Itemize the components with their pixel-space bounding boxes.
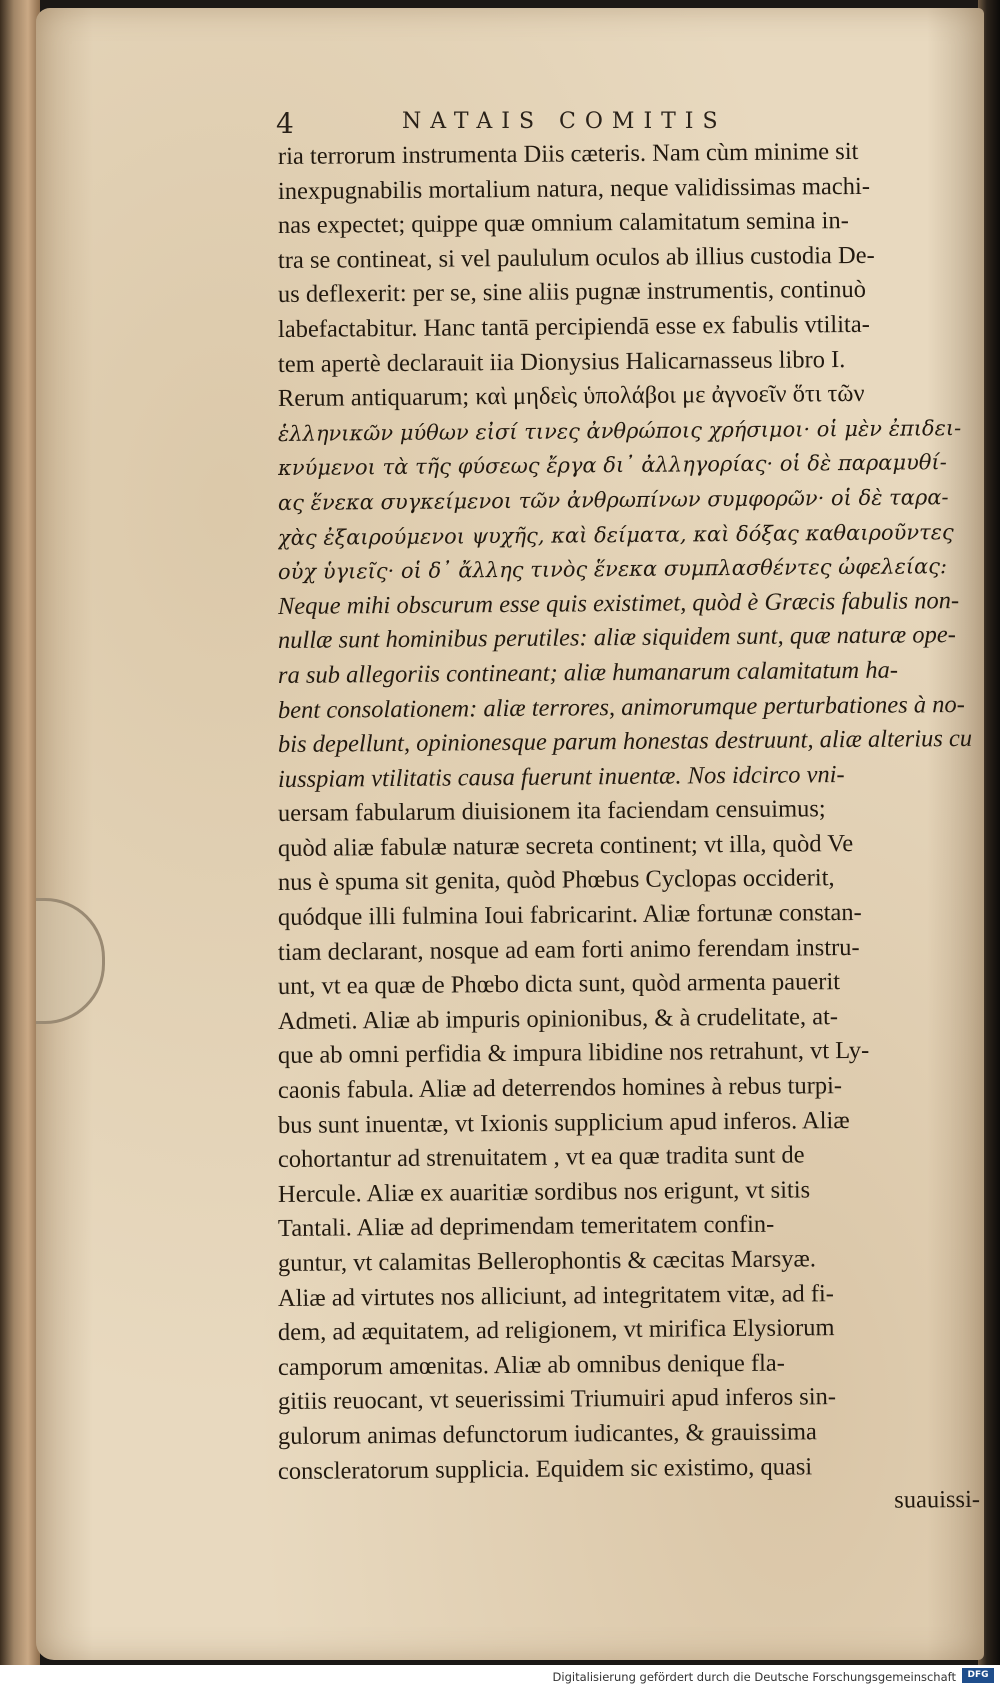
text-line: quódque illi fulmina Ioui fabricarint. Aliæ fortunæ constan-	[277, 898, 862, 932]
text-line: que ab omni perfidia & impura libidine nos retrahunt, vt Ly-	[277, 1037, 870, 1070]
text-line: gulorum animas defunctorum iudicantes, & grauissima	[277, 1418, 817, 1450]
text-line: tiam declarant, nosque ad eam forti animo ferendam instru-	[277, 933, 860, 966]
text-line: tem apertè declarauit iia Dionysius Halicarnasseus libro I.	[277, 345, 846, 378]
page-header	[0, 101, 1000, 140]
italic-text-line: iusspiam vtilitatis causa fuerunt inuentæ. Nos idcirco vni-	[277, 760, 845, 793]
greek-text-line: οὐχ ὑγιεῖς· οἱ δ᾽ ἄλλης τινὸς ἕνεκα συμπλασθέντες ὠφελείας:	[277, 554, 948, 585]
text-line: inexpugnabilis mortalium natura, neque validissimas machi-	[277, 172, 871, 205]
italic-text-line: nullæ sunt hominibus perutiles: aliæ siquidem sunt, quæ naturæ ope-	[277, 621, 956, 655]
page-number: 4	[276, 107, 294, 140]
text-line: Rerum antiquarum; καὶ μηδεὶς ὑπολάβοι με ἀγνοεῖν ὅτι τῶν	[277, 380, 865, 413]
italic-text-line: ra sub allegoriis contineant; aliæ humanarum calamitatum ha-	[277, 656, 899, 689]
italic-text-line: Neque mihi obscurum esse quis existimet, quòd è Græcis fabulis non-	[277, 586, 960, 620]
text-line: Hercule. Aliæ ex auaritiæ sordibus nos erigunt, vt sitis	[277, 1176, 811, 1208]
italic-text-line: bis depellunt, opinionesque parum honestas destruunt, aliæ alterius cu	[277, 725, 973, 759]
book-cover-edge	[0, 0, 40, 1665]
funding-credit: Digitalisierung gefördert durch die Deutsche Forschungsgemeinschaft	[552, 1670, 956, 1684]
text-line: unt, vt ea quæ de Phœbo dicta sunt, quòd armenta pauerit	[277, 968, 841, 1001]
text-line: cohortantur ad strenuitatem , vt ea quæ tradita sunt de	[277, 1141, 805, 1174]
text-block	[277, 137, 981, 1524]
catchword: suauissi-	[894, 1486, 981, 1514]
italic-text-line: bent consolationem: aliæ terrores, animorumque perturbationes à no-	[277, 690, 965, 724]
digitization-credit-bar	[0, 1665, 1000, 1687]
text-line: conscleratorum supplicia. Equidem sic existimo, quasi	[277, 1452, 813, 1485]
text-line: caonis fabula. Aliæ ad deterrendos homines à rebus turpi-	[277, 1072, 843, 1105]
text-line: bus sunt inuentæ, vt Ixionis supplicium apud inferos. Aliæ	[277, 1106, 850, 1139]
greek-text-line: ἑλληνικῶν μύθων εἰσί τινες ἀνθρώποις χρήσιμοι· οἱ μὲν ἐπιδει-	[277, 415, 962, 446]
text-line: camporum amœnitas. Aliæ ab omnibus denique fla-	[277, 1349, 786, 1381]
greek-text-line: ας ἕνεκα συγκείμενοι τῶν ἀνθρωπίνων συμφορῶν· οἱ δὲ ταρα-	[277, 485, 949, 515]
running-title: NATAIS COMITIS	[402, 109, 727, 134]
text-line: ria terrorum instrumenta Diis cæteris. Nam cùm minime sit	[277, 137, 859, 170]
greek-text-line: κνύμενοι τὰ τῆς φύσεως ἔργα δι᾽ ἀλληγορίας· οἱ δὲ παραμυθί-	[277, 450, 947, 481]
bookmark-ribbon	[36, 898, 105, 1024]
text-line: uersam fabularum diuisionem ita faciendam censuimus;	[277, 795, 826, 828]
text-line: nas expectet; quippe quæ omnium calamitatum semina in-	[277, 207, 849, 240]
text-line: dem, ad æquitatem, ad religionem, vt mirifica Elysiorum	[277, 1314, 835, 1347]
text-line: quòd aliæ fabulæ naturæ secreta continent; vt illa, quòd Ve	[277, 829, 854, 862]
text-line: Tantali. Aliæ ad deprimendam temeritatem confin-	[277, 1211, 775, 1243]
text-line: Aliæ ad virtutes nos alliciunt, ad integritatem vitæ, ad fi-	[277, 1279, 834, 1312]
text-line: tra se contineat, si vel paululum oculos ab illius custodia De-	[277, 241, 875, 274]
dfg-logo: DFG	[962, 1668, 994, 1683]
text-line: nus è spuma sit genita, quòd Phœbus Cyclopas occiderit,	[277, 864, 835, 897]
greek-text-line: χὰς ἐξαιρούμενοι ψυχῆς, καὶ δείματα, καὶ δόξας καθαιροῦντες	[277, 519, 954, 550]
text-line: us deflexerit: per se, sine aliis pugnæ instrumentis, continuò	[277, 276, 866, 309]
text-line: Admeti. Aliæ ab impuris opinionibus, & à crudelitate, at-	[277, 1002, 839, 1035]
text-line: gitiis reuocant, vt seuerissimi Triumuiri apud inferos sin-	[277, 1383, 837, 1416]
text-line: guntur, vt calamitas Bellerophontis & cæcitas Marsyæ.	[277, 1245, 817, 1277]
text-line: labefactabitur. Hanc tantā percipiendā esse ex fabulis vtilita-	[277, 310, 870, 343]
